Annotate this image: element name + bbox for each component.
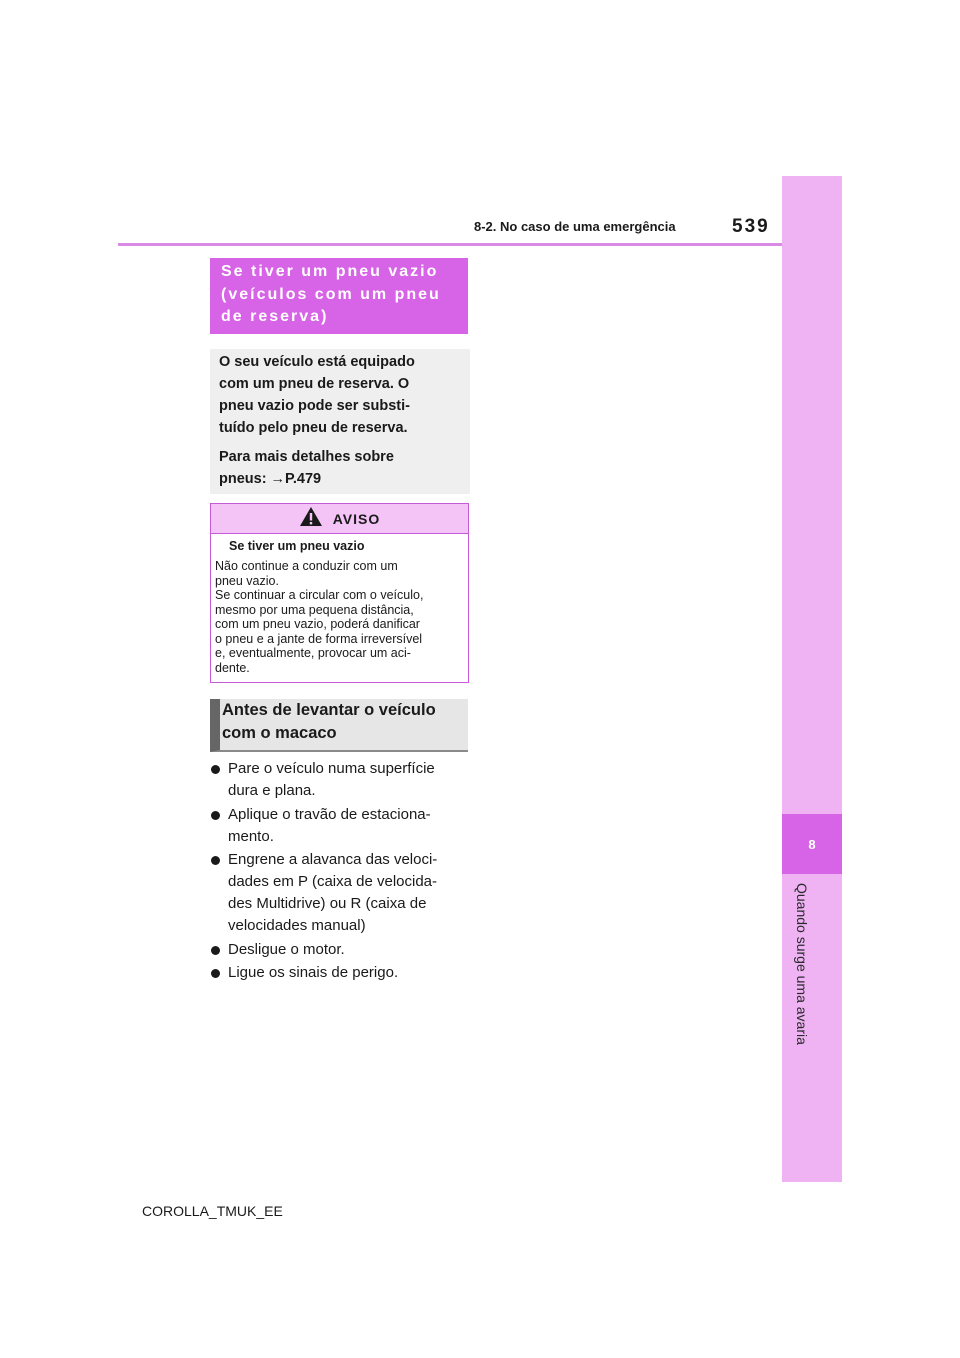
bullet-icon — [211, 946, 220, 955]
section-heading-line: (veículos com um pneu — [221, 285, 441, 303]
warning-line: com um pneu vazio, poderá danificar — [215, 617, 420, 631]
chapter-number: 8 — [808, 836, 816, 852]
section-heading — [210, 258, 468, 334]
bullet-icon — [211, 765, 220, 774]
warning-line: pneu vazio. — [215, 573, 279, 588]
step-line: Desligue o motor. — [228, 940, 345, 958]
bullet-icon — [211, 969, 220, 978]
step-line: dades em P (caixa de velocida- — [228, 873, 438, 890]
warning-line: o pneu e a jante de forma irreversível — [215, 631, 423, 646]
step-line: velocidades manual) — [228, 917, 366, 934]
section-heading-line: de reserva) — [221, 308, 329, 325]
step-line: Ligue os sinais de perigo. — [228, 964, 399, 981]
intro-reference[interactable] — [219, 446, 460, 490]
warning-body — [215, 559, 460, 675]
intro-line: com um pneu de reserva. O — [219, 376, 410, 392]
warning-header — [211, 504, 468, 534]
header-rule — [118, 243, 782, 246]
bullet-icon — [211, 811, 220, 820]
warning-line: e, eventualmente, provocar um aci- — [215, 646, 411, 660]
step-line: Aplique o travão de estaciona- — [228, 805, 431, 823]
warning-triangle-icon — [299, 506, 323, 532]
warning-label: AVISO — [332, 510, 381, 527]
step-list — [210, 758, 470, 986]
list-item — [210, 804, 470, 848]
step-line: Pare o veículo numa superfície — [228, 760, 435, 777]
list-item — [210, 939, 470, 961]
list-item — [210, 962, 470, 984]
warning-line: Não continue a conduzir com um — [215, 559, 398, 573]
reference-line: Para mais detalhes sobre — [219, 449, 394, 465]
warning-subtitle: Se tiver um pneu vazio — [229, 539, 365, 553]
subheading-line: Antes de levantar o veículo — [222, 701, 436, 719]
section-title: 8-2. No caso de uma emergência — [474, 219, 676, 234]
chapter-title: Quando surge uma avaria — [794, 883, 810, 1045]
bullet-icon — [211, 856, 220, 865]
warning-line: Se continuar a circular com o veículo, — [215, 588, 424, 602]
chapter-side-tab — [782, 176, 842, 1182]
warning-box — [210, 503, 469, 683]
section-heading-line: Se tiver um pneu vazio — [221, 263, 439, 280]
page-number: 539 — [732, 216, 770, 237]
step-line: des Multidrive) ou R (caixa de — [228, 895, 427, 912]
step-line: dura e plana. — [228, 782, 316, 799]
intro-box — [210, 349, 470, 494]
list-item — [210, 849, 470, 937]
warning-line: dente. — [215, 660, 250, 675]
chapter-number-tab[interactable] — [782, 814, 842, 874]
step-line: mento. — [228, 827, 274, 845]
intro-line: tuído pelo pneu de reserva. — [219, 420, 408, 436]
intro-text — [219, 351, 460, 439]
reference-link[interactable]: pneus: →P.479 — [219, 471, 322, 487]
warning-line: mesmo por uma pequena distância, — [215, 602, 414, 617]
subheading — [210, 699, 468, 752]
intro-line: O seu veículo está equipado — [219, 354, 415, 370]
list-item — [210, 758, 470, 802]
subheading-line: com o macaco — [222, 724, 337, 742]
intro-line: pneu vazio pode ser substi- — [219, 398, 410, 414]
footer-model: COROLLA_TMUK_EE — [142, 1203, 283, 1219]
step-line: Engrene a alavanca das veloci- — [228, 851, 438, 868]
